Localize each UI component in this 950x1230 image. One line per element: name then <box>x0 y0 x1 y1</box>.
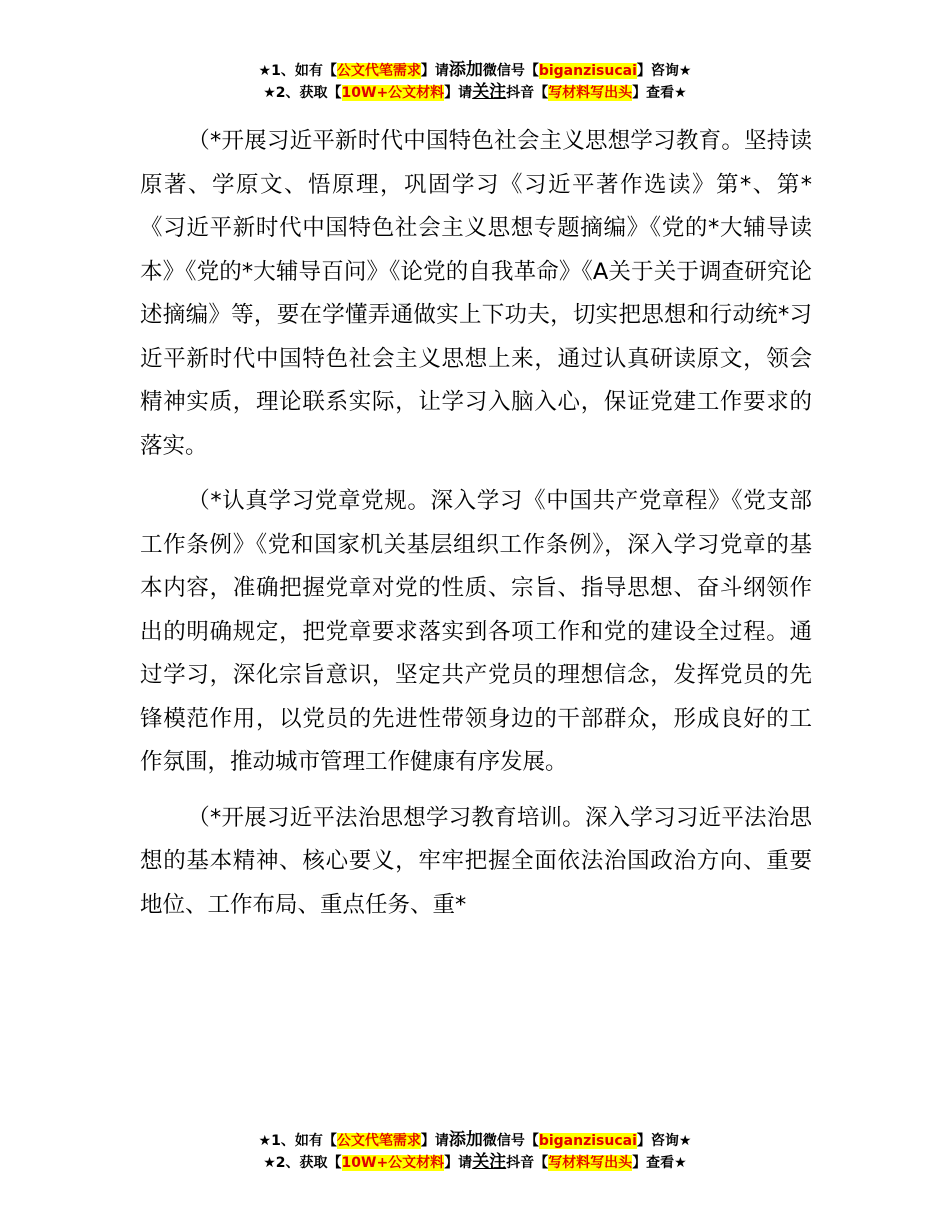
header-banner <box>0 59 950 103</box>
highlight-wechat-id: biganzisucai <box>538 1133 637 1149</box>
highlight-ghostwriting: 公文代笔需求 <box>336 1133 421 1149</box>
highlight-materials: 10W+公文材料 <box>341 85 445 101</box>
banner-line-1: ★1、如有【公文代笔需求】请添加微信号【biganzisucai】咨询★ <box>258 60 692 80</box>
highlight-materials: 10W+公文材料 <box>341 1155 445 1171</box>
paragraph-party-constitution: （*认真学习党章党规。深入学习《中国共产党章程》《党支部工作条例》《党和国家机关基层组织工作条例》，深入学习党章的基本内容，准确把握党章对党的性质、宗旨、指导思想、奋斗纲领作出的明确规定，把党章要求落实到各项工作和党的建设全过程。通过学习，深化宗旨意识，坚定共产党员的理想信念，发挥党员的先锋模范作用，以党员的先进性带领身边的干部群众，形成良好的工作氛围，推动城市管理工作健康有序发展。 <box>140 488 812 775</box>
paragraph-study-thought: （*开展习近平新时代中国特色社会主义思想学习教育。坚持读原著、学原文、悟原理，巩固学习《习近平著作选读》第*、第*《习近平新时代中国特色社会主义思想专题摘编》《党的*大辅导读本》《党的*大辅导百问》《论党的自我革命》《A关于关于调查研究论述摘编》等，要在学懂弄通做实上下功夫，切实把思想和行动统*习近平新时代中国特色社会主义思想上来，通过认真研读原文，领会精神实质，理论联系实际，让学习入脑入心，保证党建工作要求的落实。 <box>140 128 812 459</box>
highlight-douyin-account: 写材料写出头 <box>548 85 633 101</box>
footer-banner <box>0 1129 950 1173</box>
document-body <box>140 120 812 939</box>
highlight-wechat-id: biganzisucai <box>538 63 637 79</box>
banner-line-2: ★2、获取【10W+公文材料】请关注抖音【写材料写出头】查看★ <box>263 82 687 102</box>
highlight-douyin-account: 写材料写出头 <box>548 1155 633 1171</box>
highlight-ghostwriting: 公文代笔需求 <box>336 63 421 79</box>
banner-line-1: ★1、如有【公文代笔需求】请添加微信号【biganzisucai】咨询★ <box>258 1130 692 1150</box>
banner-line-2: ★2、获取【10W+公文材料】请关注抖音【写材料写出头】查看★ <box>263 1152 687 1172</box>
paragraph-rule-of-law: （*开展习近平法治思想学习教育培训。深入学习习近平法治思想的基本精神、核心要义，牢牢把握全面依法治国政治方向、重要地位、工作布局、重点任务、重* <box>140 804 812 918</box>
